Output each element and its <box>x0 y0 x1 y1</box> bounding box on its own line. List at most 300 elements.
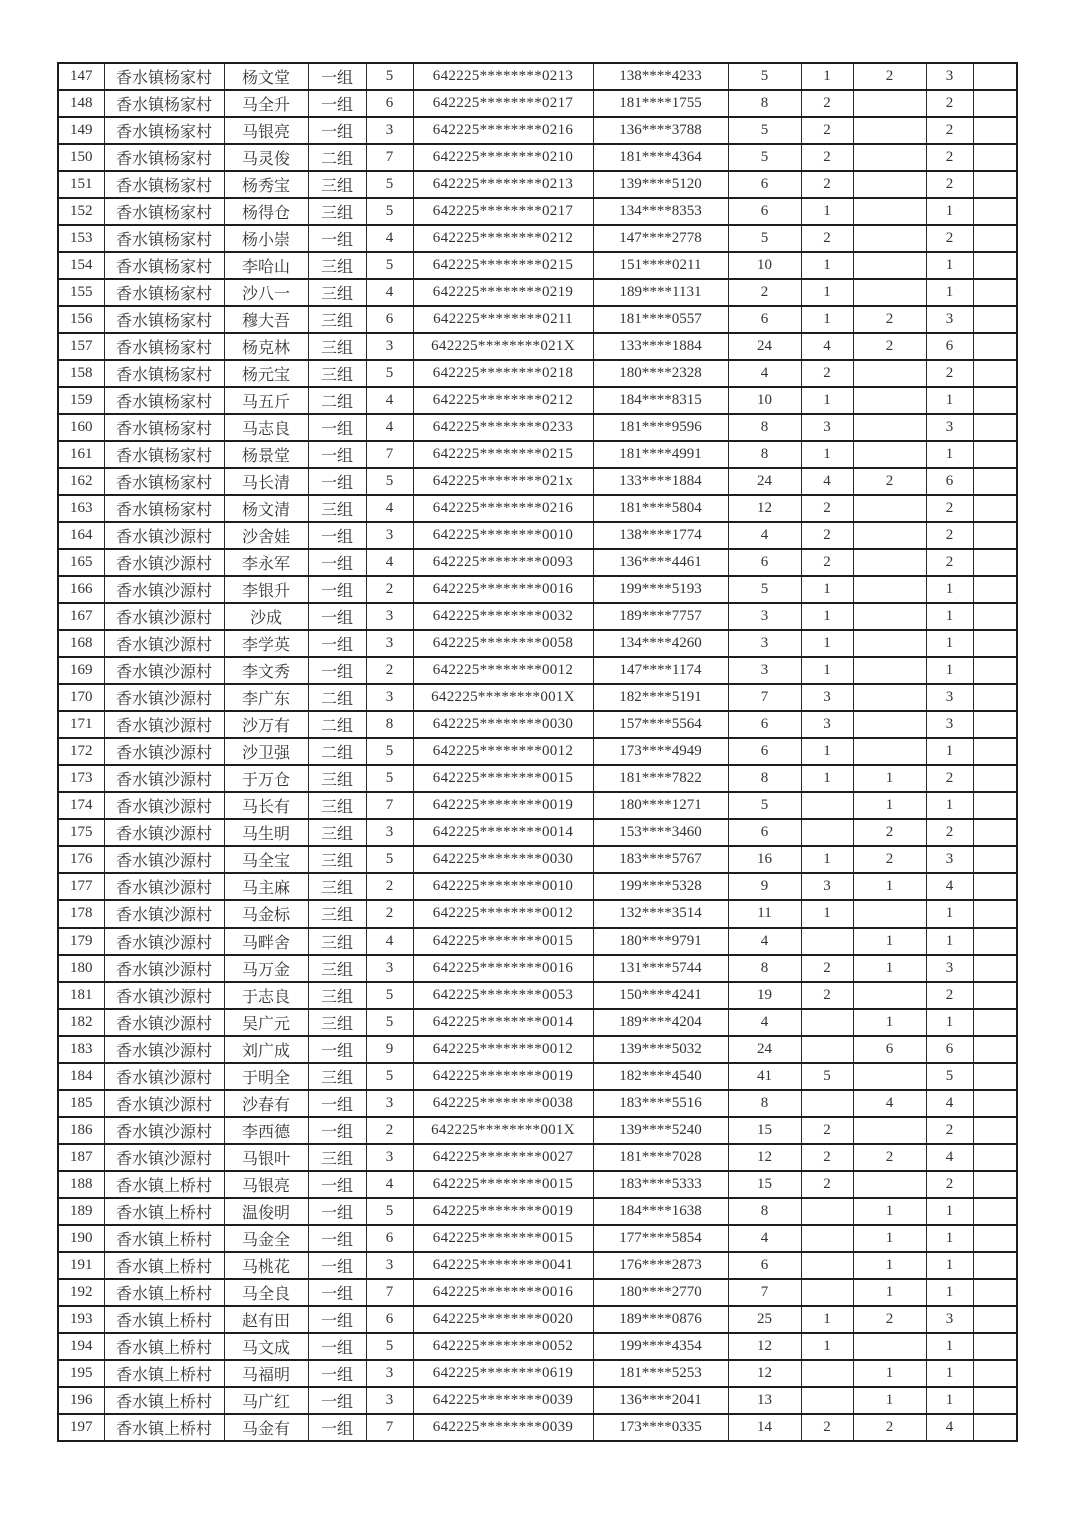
id-number-cell: 642225********0217 <box>413 90 593 117</box>
person-name-cell: 于万仓 <box>224 765 308 792</box>
row-number-cell: 165 <box>58 549 104 576</box>
group-cell: 一组 <box>308 1333 366 1360</box>
village-cell: 香水镇杨家村 <box>104 252 224 279</box>
value-cell: 1 <box>801 765 853 792</box>
value-cell: 5 <box>728 117 801 144</box>
count-cell: 5 <box>366 846 413 873</box>
village-cell: 香水镇上桥村 <box>104 1279 224 1306</box>
group-cell: 一组 <box>308 1117 366 1144</box>
table-row <box>58 279 1017 306</box>
value-cell: 1 <box>926 1009 973 1036</box>
value-cell: 1 <box>926 387 973 414</box>
empty-cell <box>973 1009 1017 1036</box>
table-row <box>58 1306 1017 1333</box>
id-number-cell: 642225********0030 <box>413 846 593 873</box>
value-cell: 1 <box>926 576 973 603</box>
value-cell: 1 <box>853 1252 926 1279</box>
group-cell: 三组 <box>308 765 366 792</box>
empty-cell <box>973 1036 1017 1063</box>
table-row <box>58 711 1017 738</box>
table-row <box>58 1144 1017 1171</box>
phone-cell: 181****0557 <box>593 306 728 333</box>
count-cell: 3 <box>366 1252 413 1279</box>
id-number-cell: 642225********0212 <box>413 225 593 252</box>
table-row <box>58 873 1017 900</box>
table-row <box>58 765 1017 792</box>
group-cell: 一组 <box>308 576 366 603</box>
value-cell: 3 <box>926 955 973 982</box>
phone-cell: 199****5328 <box>593 873 728 900</box>
count-cell: 4 <box>366 225 413 252</box>
value-cell: 3 <box>926 684 973 711</box>
id-number-cell: 642225********0012 <box>413 657 593 684</box>
count-cell: 5 <box>366 1063 413 1090</box>
person-name-cell: 吴广元 <box>224 1009 308 1036</box>
village-cell: 香水镇沙源村 <box>104 657 224 684</box>
group-cell: 一组 <box>308 414 366 441</box>
value-cell: 24 <box>728 333 801 360</box>
group-cell: 一组 <box>308 1252 366 1279</box>
value-cell: 41 <box>728 1063 801 1090</box>
value-cell: 2 <box>801 549 853 576</box>
phone-cell: 199****4354 <box>593 1333 728 1360</box>
phone-cell: 189****7757 <box>593 603 728 630</box>
phone-cell: 131****5744 <box>593 955 728 982</box>
empty-cell <box>973 117 1017 144</box>
value-cell: 4 <box>728 928 801 955</box>
row-number-cell: 187 <box>58 1144 104 1171</box>
person-name-cell: 杨元宝 <box>224 360 308 387</box>
value-cell: 1 <box>801 576 853 603</box>
value-cell: 1 <box>926 198 973 225</box>
id-number-cell: 642225********0053 <box>413 982 593 1009</box>
empty-cell <box>973 630 1017 657</box>
empty-cell <box>973 198 1017 225</box>
group-cell: 二组 <box>308 711 366 738</box>
person-name-cell: 杨文清 <box>224 495 308 522</box>
count-cell: 2 <box>366 657 413 684</box>
empty-cell <box>973 819 1017 846</box>
empty-cell <box>973 171 1017 198</box>
count-cell: 6 <box>366 1225 413 1252</box>
person-name-cell: 沙八一 <box>224 279 308 306</box>
empty-cell <box>973 1117 1017 1144</box>
row-number-cell: 197 <box>58 1414 104 1441</box>
value-cell <box>853 522 926 549</box>
table-row <box>58 792 1017 819</box>
count-cell: 3 <box>366 1144 413 1171</box>
value-cell: 3 <box>926 63 973 90</box>
table-row <box>58 252 1017 279</box>
value-cell: 2 <box>926 765 973 792</box>
village-cell: 香水镇上桥村 <box>104 1252 224 1279</box>
value-cell <box>801 1279 853 1306</box>
empty-cell <box>973 1171 1017 1198</box>
id-number-cell: 642225********0058 <box>413 630 593 657</box>
id-number-cell: 642225********0030 <box>413 711 593 738</box>
person-name-cell: 马金有 <box>224 1414 308 1441</box>
person-name-cell: 刘广成 <box>224 1036 308 1063</box>
id-number-cell: 642225********0027 <box>413 1144 593 1171</box>
village-cell: 香水镇沙源村 <box>104 1036 224 1063</box>
table-row <box>58 387 1017 414</box>
group-cell: 一组 <box>308 630 366 657</box>
value-cell: 2 <box>926 522 973 549</box>
value-cell: 1 <box>853 1387 926 1414</box>
id-number-cell: 642225********0015 <box>413 928 593 955</box>
empty-cell <box>973 360 1017 387</box>
value-cell: 6 <box>926 468 973 495</box>
group-cell: 二组 <box>308 144 366 171</box>
row-number-cell: 184 <box>58 1063 104 1090</box>
person-name-cell: 于志良 <box>224 982 308 1009</box>
value-cell: 13 <box>728 1387 801 1414</box>
row-number-cell: 180 <box>58 955 104 982</box>
value-cell <box>801 792 853 819</box>
phone-cell: 134****4260 <box>593 630 728 657</box>
table-row <box>58 955 1017 982</box>
value-cell: 1 <box>926 928 973 955</box>
row-number-cell: 182 <box>58 1009 104 1036</box>
village-cell: 香水镇沙源村 <box>104 1009 224 1036</box>
id-number-cell: 642225********0015 <box>413 765 593 792</box>
value-cell: 1 <box>926 738 973 765</box>
phone-cell: 182****4540 <box>593 1063 728 1090</box>
phone-cell: 173****0335 <box>593 1414 728 1441</box>
count-cell: 6 <box>366 90 413 117</box>
phone-cell: 136****2041 <box>593 1387 728 1414</box>
value-cell: 3 <box>801 684 853 711</box>
value-cell: 2 <box>801 90 853 117</box>
village-cell: 香水镇上桥村 <box>104 1360 224 1387</box>
value-cell <box>853 684 926 711</box>
group-cell: 三组 <box>308 928 366 955</box>
empty-cell <box>973 928 1017 955</box>
value-cell: 1 <box>801 1306 853 1333</box>
value-cell: 3 <box>728 630 801 657</box>
value-cell: 1 <box>801 1333 853 1360</box>
table-row <box>58 982 1017 1009</box>
value-cell: 2 <box>853 819 926 846</box>
value-cell: 2 <box>853 468 926 495</box>
count-cell: 6 <box>366 1306 413 1333</box>
phone-cell: 133****1884 <box>593 333 728 360</box>
value-cell <box>853 171 926 198</box>
group-cell: 三组 <box>308 873 366 900</box>
row-number-cell: 193 <box>58 1306 104 1333</box>
group-cell: 一组 <box>308 1306 366 1333</box>
count-cell: 7 <box>366 1414 413 1441</box>
value-cell <box>801 1090 853 1117</box>
id-number-cell: 642225********0012 <box>413 900 593 927</box>
empty-cell <box>973 1198 1017 1225</box>
group-cell: 二组 <box>308 684 366 711</box>
value-cell: 1 <box>801 306 853 333</box>
value-cell: 1 <box>926 657 973 684</box>
value-cell: 2 <box>926 982 973 1009</box>
phone-cell: 138****1774 <box>593 522 728 549</box>
value-cell: 2 <box>801 955 853 982</box>
value-cell: 4 <box>801 468 853 495</box>
row-number-cell: 154 <box>58 252 104 279</box>
row-number-cell: 171 <box>58 711 104 738</box>
phone-cell: 181****5253 <box>593 1360 728 1387</box>
value-cell: 16 <box>728 846 801 873</box>
count-cell: 2 <box>366 873 413 900</box>
value-cell: 3 <box>926 306 973 333</box>
id-number-cell: 642225********021X <box>413 333 593 360</box>
empty-cell <box>973 414 1017 441</box>
value-cell: 8 <box>728 441 801 468</box>
value-cell: 3 <box>801 873 853 900</box>
value-cell: 2 <box>801 1117 853 1144</box>
group-cell: 一组 <box>308 441 366 468</box>
person-name-cell: 李文秀 <box>224 657 308 684</box>
value-cell: 2 <box>853 63 926 90</box>
group-cell: 一组 <box>308 1360 366 1387</box>
empty-cell <box>973 684 1017 711</box>
value-cell: 4 <box>853 1090 926 1117</box>
empty-cell <box>973 765 1017 792</box>
person-name-cell: 马全升 <box>224 90 308 117</box>
value-cell <box>853 603 926 630</box>
village-cell: 香水镇沙源村 <box>104 792 224 819</box>
empty-cell <box>973 738 1017 765</box>
empty-cell <box>973 333 1017 360</box>
row-number-cell: 160 <box>58 414 104 441</box>
person-name-cell: 穆大吾 <box>224 306 308 333</box>
phone-cell: 150****4241 <box>593 982 728 1009</box>
value-cell: 3 <box>926 846 973 873</box>
id-number-cell: 642225********0039 <box>413 1387 593 1414</box>
id-number-cell: 642225********0052 <box>413 1333 593 1360</box>
person-name-cell: 沙舍娃 <box>224 522 308 549</box>
person-name-cell: 马广红 <box>224 1387 308 1414</box>
table-row <box>58 1090 1017 1117</box>
value-cell: 15 <box>728 1171 801 1198</box>
group-cell: 三组 <box>308 792 366 819</box>
table-row <box>58 900 1017 927</box>
group-cell: 三组 <box>308 982 366 1009</box>
value-cell: 3 <box>728 657 801 684</box>
id-number-cell: 642225********0016 <box>413 955 593 982</box>
row-number-cell: 186 <box>58 1117 104 1144</box>
value-cell: 1 <box>926 792 973 819</box>
phone-cell: 181****4991 <box>593 441 728 468</box>
value-cell <box>801 928 853 955</box>
count-cell: 7 <box>366 792 413 819</box>
row-number-cell: 153 <box>58 225 104 252</box>
value-cell <box>853 1333 926 1360</box>
value-cell <box>801 1225 853 1252</box>
value-cell: 25 <box>728 1306 801 1333</box>
person-name-cell: 马长清 <box>224 468 308 495</box>
id-number-cell: 642225********0010 <box>413 522 593 549</box>
count-cell: 5 <box>366 171 413 198</box>
person-name-cell: 马福明 <box>224 1360 308 1387</box>
village-cell: 香水镇杨家村 <box>104 441 224 468</box>
value-cell: 5 <box>728 63 801 90</box>
id-number-cell: 642225********0218 <box>413 360 593 387</box>
id-number-cell: 642225********0039 <box>413 1414 593 1441</box>
value-cell: 1 <box>926 603 973 630</box>
value-cell: 6 <box>728 171 801 198</box>
empty-cell <box>973 441 1017 468</box>
value-cell <box>801 819 853 846</box>
row-number-cell: 185 <box>58 1090 104 1117</box>
count-cell: 2 <box>366 900 413 927</box>
count-cell: 3 <box>366 522 413 549</box>
empty-cell <box>973 982 1017 1009</box>
value-cell: 1 <box>801 657 853 684</box>
empty-cell <box>973 522 1017 549</box>
empty-cell <box>973 252 1017 279</box>
value-cell: 2 <box>853 306 926 333</box>
group-cell: 一组 <box>308 522 366 549</box>
village-cell: 香水镇上桥村 <box>104 1306 224 1333</box>
row-number-cell: 163 <box>58 495 104 522</box>
value-cell: 8 <box>728 90 801 117</box>
empty-cell <box>973 873 1017 900</box>
village-cell: 香水镇沙源村 <box>104 1144 224 1171</box>
id-number-cell: 642225********0093 <box>413 549 593 576</box>
group-cell: 二组 <box>308 387 366 414</box>
value-cell: 10 <box>728 387 801 414</box>
value-cell: 2 <box>853 846 926 873</box>
value-cell: 10 <box>728 252 801 279</box>
village-cell: 香水镇沙源村 <box>104 603 224 630</box>
value-cell: 19 <box>728 982 801 1009</box>
id-number-cell: 642225********0213 <box>413 171 593 198</box>
value-cell: 4 <box>728 1225 801 1252</box>
value-cell: 2 <box>801 117 853 144</box>
row-number-cell: 147 <box>58 63 104 90</box>
village-cell: 香水镇沙源村 <box>104 576 224 603</box>
row-number-cell: 150 <box>58 144 104 171</box>
table-row <box>58 414 1017 441</box>
phone-cell: 180****9791 <box>593 928 728 955</box>
table-row <box>58 1225 1017 1252</box>
empty-cell <box>973 225 1017 252</box>
value-cell: 2 <box>801 982 853 1009</box>
value-cell <box>853 360 926 387</box>
value-cell: 2 <box>926 225 973 252</box>
village-cell: 香水镇沙源村 <box>104 738 224 765</box>
phone-cell: 153****3460 <box>593 819 728 846</box>
row-number-cell: 157 <box>58 333 104 360</box>
row-number-cell: 168 <box>58 630 104 657</box>
phone-cell: 184****1638 <box>593 1198 728 1225</box>
group-cell: 一组 <box>308 63 366 90</box>
phone-cell: 139****5240 <box>593 1117 728 1144</box>
value-cell: 3 <box>926 711 973 738</box>
person-name-cell: 李哈山 <box>224 252 308 279</box>
table-row <box>58 1252 1017 1279</box>
row-number-cell: 169 <box>58 657 104 684</box>
group-cell: 三组 <box>308 360 366 387</box>
value-cell: 11 <box>728 900 801 927</box>
value-cell: 2 <box>801 1414 853 1441</box>
phone-cell: 139****5120 <box>593 171 728 198</box>
records-table-body <box>58 63 1017 1441</box>
value-cell: 1 <box>801 279 853 306</box>
value-cell: 2 <box>801 225 853 252</box>
empty-cell <box>973 495 1017 522</box>
village-cell: 香水镇上桥村 <box>104 1171 224 1198</box>
id-number-cell: 642225********0014 <box>413 819 593 846</box>
empty-cell <box>973 1360 1017 1387</box>
id-number-cell: 642225********001X <box>413 684 593 711</box>
village-cell: 香水镇沙源村 <box>104 846 224 873</box>
value-cell: 2 <box>926 819 973 846</box>
value-cell: 2 <box>926 1171 973 1198</box>
table-row <box>58 468 1017 495</box>
value-cell: 1 <box>926 1360 973 1387</box>
count-cell: 4 <box>366 1171 413 1198</box>
value-cell: 1 <box>926 1252 973 1279</box>
phone-cell: 173****4949 <box>593 738 728 765</box>
village-cell: 香水镇上桥村 <box>104 1333 224 1360</box>
value-cell: 1 <box>853 928 926 955</box>
group-cell: 一组 <box>308 468 366 495</box>
person-name-cell: 马金全 <box>224 1225 308 1252</box>
value-cell: 2 <box>926 549 973 576</box>
table-row <box>58 576 1017 603</box>
row-number-cell: 164 <box>58 522 104 549</box>
value-cell: 9 <box>728 873 801 900</box>
empty-cell <box>973 468 1017 495</box>
person-name-cell: 马生明 <box>224 819 308 846</box>
empty-cell <box>973 1063 1017 1090</box>
count-cell: 9 <box>366 1036 413 1063</box>
person-name-cell: 杨文堂 <box>224 63 308 90</box>
value-cell: 1 <box>801 198 853 225</box>
empty-cell <box>973 1144 1017 1171</box>
empty-cell <box>973 846 1017 873</box>
value-cell <box>853 738 926 765</box>
value-cell: 3 <box>801 711 853 738</box>
group-cell: 三组 <box>308 900 366 927</box>
row-number-cell: 166 <box>58 576 104 603</box>
value-cell: 1 <box>801 63 853 90</box>
count-cell: 4 <box>366 279 413 306</box>
phone-cell: 180****2328 <box>593 360 728 387</box>
table-row <box>58 1198 1017 1225</box>
person-name-cell: 马主麻 <box>224 873 308 900</box>
value-cell <box>801 1009 853 1036</box>
village-cell: 香水镇沙源村 <box>104 873 224 900</box>
village-cell: 香水镇杨家村 <box>104 171 224 198</box>
value-cell: 4 <box>728 522 801 549</box>
village-cell: 香水镇沙源村 <box>104 684 224 711</box>
phone-cell: 151****0211 <box>593 252 728 279</box>
table-row <box>58 1414 1017 1441</box>
row-number-cell: 179 <box>58 928 104 955</box>
value-cell: 1 <box>853 792 926 819</box>
value-cell: 1 <box>853 1009 926 1036</box>
value-cell: 14 <box>728 1414 801 1441</box>
phone-cell: 181****5804 <box>593 495 728 522</box>
table-row <box>58 333 1017 360</box>
person-name-cell: 李广东 <box>224 684 308 711</box>
value-cell: 5 <box>926 1063 973 1090</box>
village-cell: 香水镇沙源村 <box>104 630 224 657</box>
count-cell: 5 <box>366 468 413 495</box>
phone-cell: 189****0876 <box>593 1306 728 1333</box>
value-cell <box>853 1117 926 1144</box>
id-number-cell: 642225********0215 <box>413 252 593 279</box>
phone-cell: 181****7028 <box>593 1144 728 1171</box>
